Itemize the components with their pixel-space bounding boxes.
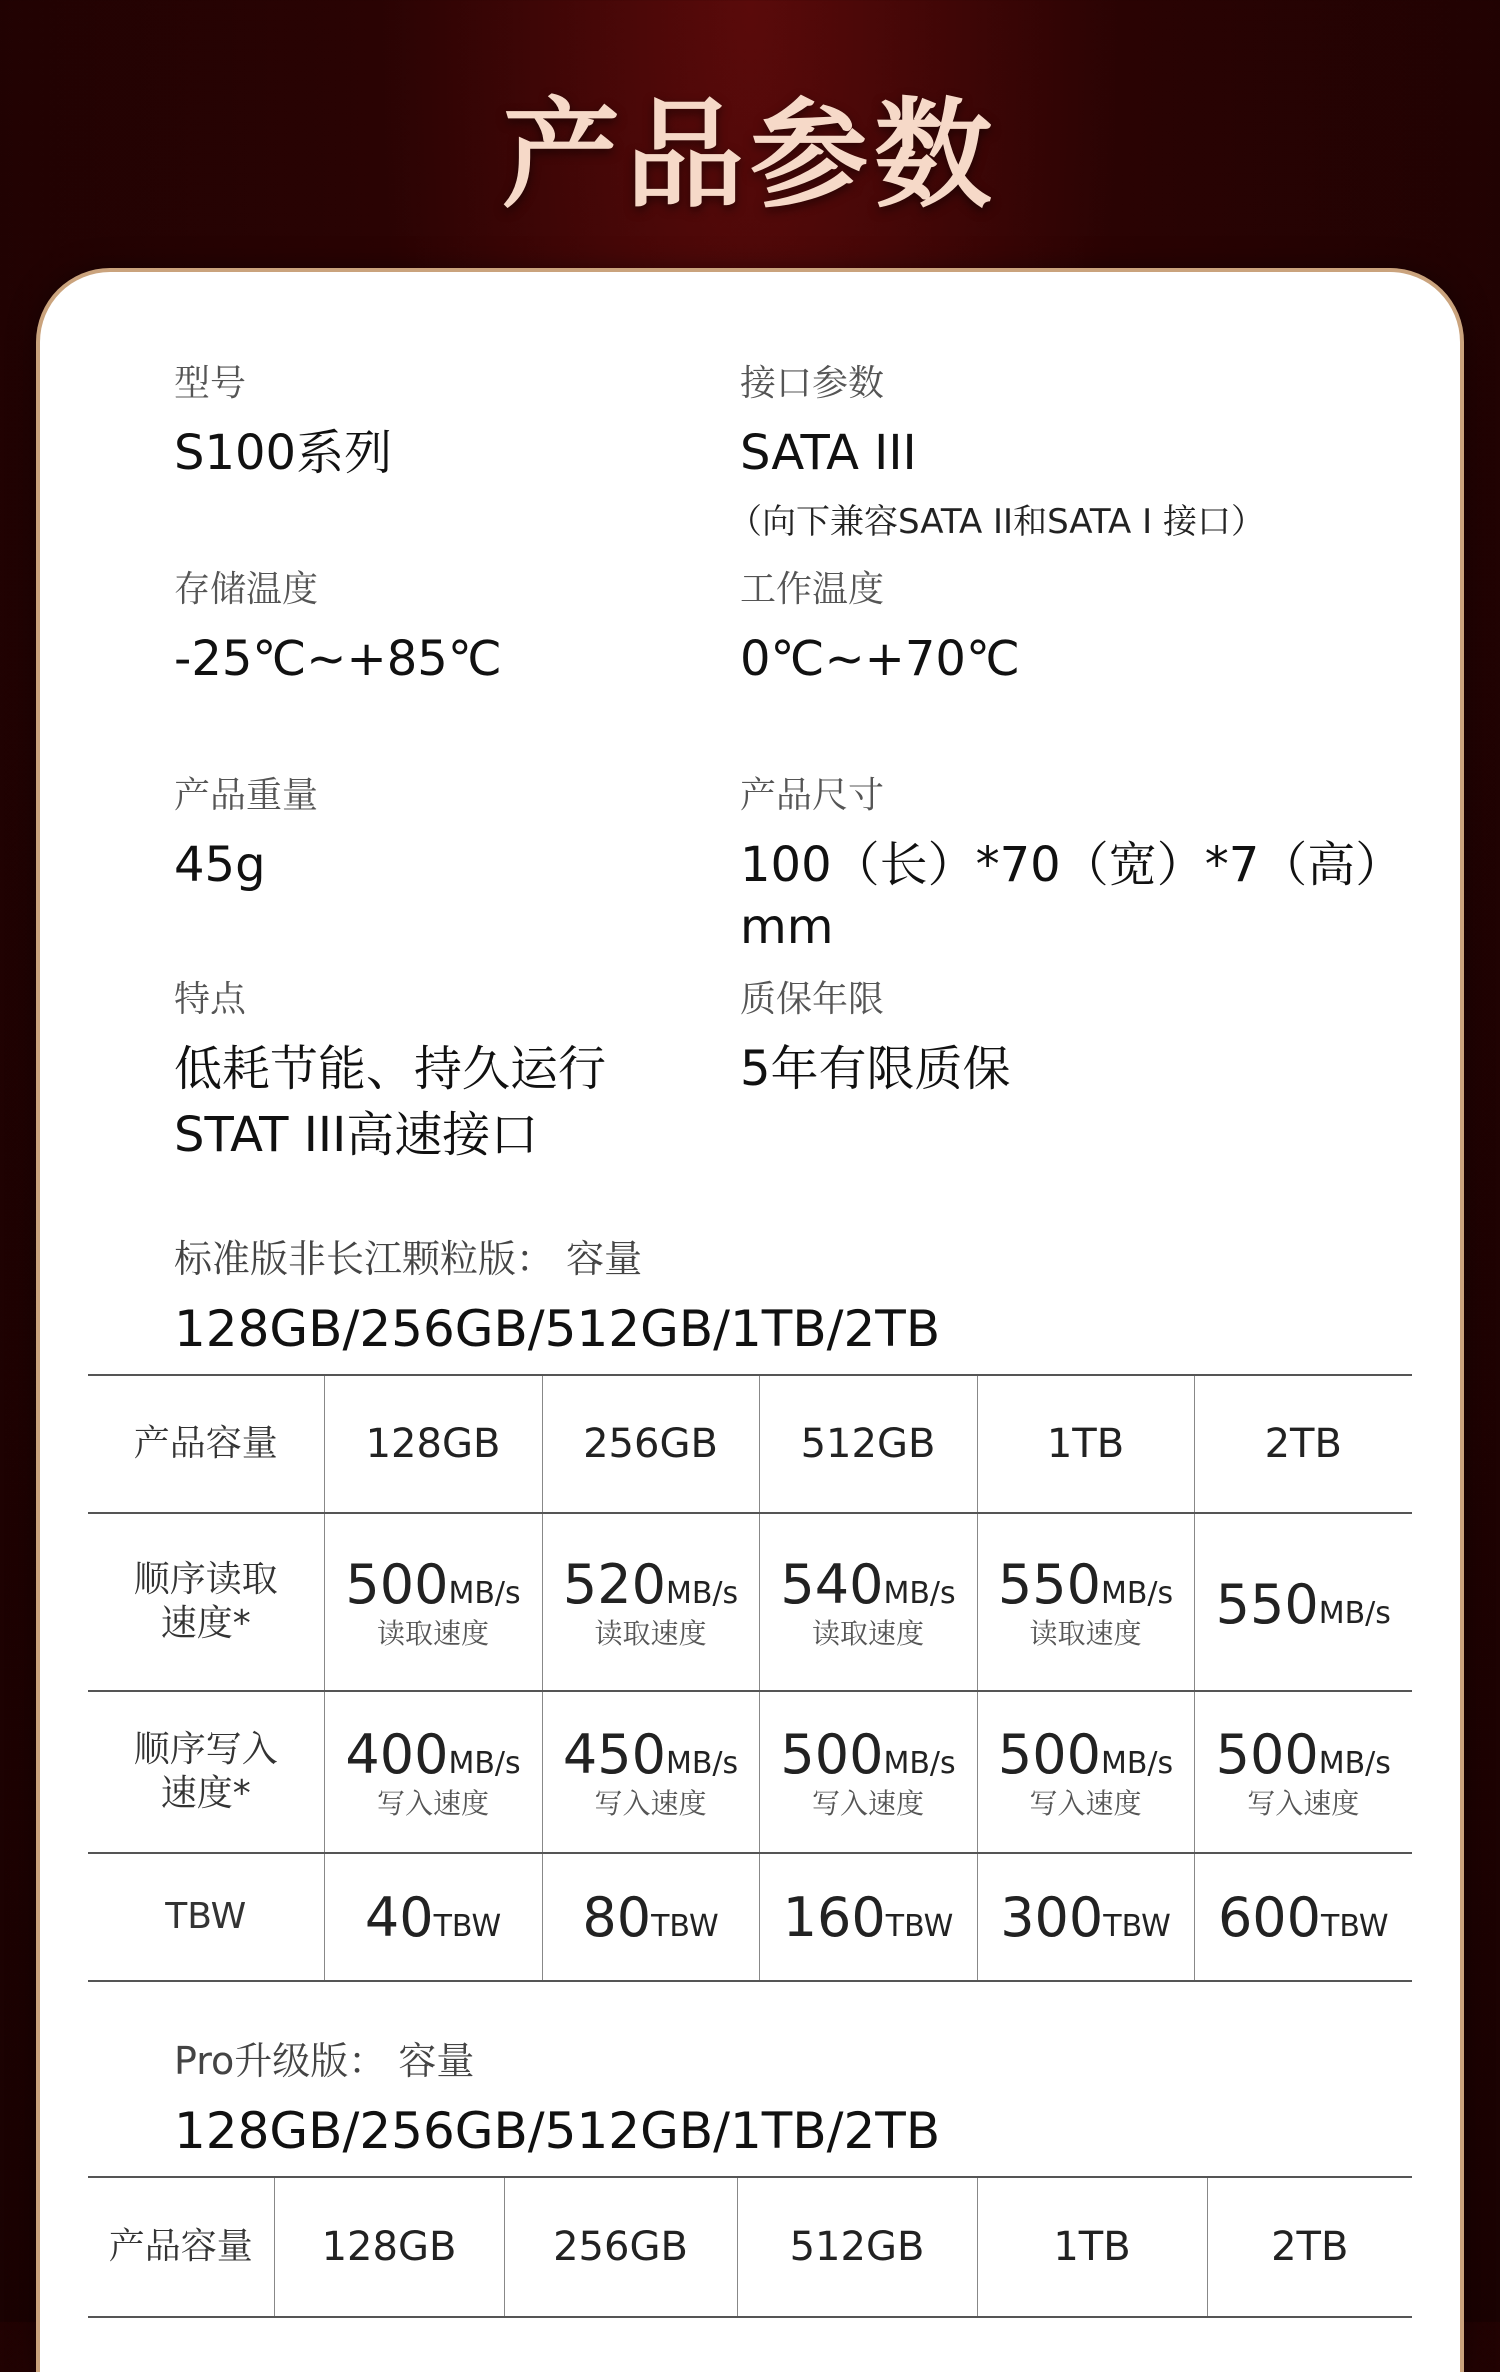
spec-value: 低耗节能、持久运行 (174, 1041, 607, 1097)
read-cell (759, 1513, 977, 1691)
read-unit: MB/s (665, 1575, 739, 1611)
write-sub: 写入速度 (376, 1786, 489, 1820)
tbw-cell (759, 1853, 977, 1981)
pro-section (174, 2038, 940, 2162)
standard-section (174, 1236, 940, 1360)
read-value: 550 (997, 1552, 1101, 1616)
spec-work-temp (740, 568, 1020, 690)
capacity-cell: 256GB (504, 2177, 737, 2317)
write-unit: MB/s (1318, 1745, 1391, 1781)
read-sub: 读取速度 (1029, 1616, 1142, 1650)
spec-weight (174, 774, 318, 896)
write-cell (977, 1691, 1194, 1853)
read-value: 550 (1215, 1572, 1319, 1636)
row-label: 顺序写入 速度* (88, 1691, 324, 1853)
spec-label: 工作温度 (740, 569, 885, 610)
spec-label: 型号 (174, 363, 247, 404)
tbw-unit: TBW (885, 1908, 954, 1944)
write-sub: 写入速度 (1029, 1786, 1142, 1820)
spec-label: 质保年限 (740, 979, 885, 1020)
read-unit: MB/s (1100, 1575, 1174, 1611)
write-value: 500 (1215, 1722, 1319, 1786)
table-row (88, 1691, 1412, 1853)
read-value: 540 (780, 1552, 884, 1616)
spec-size (740, 774, 1460, 958)
spec-value: STAT III高速接口 (174, 1107, 539, 1163)
write-value: 500 (997, 1722, 1101, 1786)
row-label: TBW (88, 1853, 324, 1981)
spec-features (174, 978, 606, 1166)
read-sub: 读取速度 (376, 1616, 489, 1650)
spec-value: SATA III (740, 425, 917, 481)
page-title: 产品参数 (501, 86, 998, 224)
tbw-unit: TBW (433, 1908, 502, 1944)
read-value: 500 (345, 1552, 449, 1616)
capacity-cell: 128GB (324, 1375, 542, 1513)
read-cell (324, 1513, 542, 1691)
tbw-value: 80 (582, 1885, 652, 1949)
tbw-value: 600 (1217, 1885, 1322, 1949)
spec-model (174, 362, 392, 484)
capacity-cell: 1TB (977, 1375, 1194, 1513)
write-value: 500 (780, 1722, 884, 1786)
tbw-cell (324, 1853, 542, 1981)
section-value: 128GB/256GB/512GB/1TB/2TB (174, 1300, 941, 1358)
write-cell (324, 1691, 542, 1853)
table-row (88, 1513, 1412, 1691)
spec-value: 45g (174, 837, 266, 893)
capacity-cell: 2TB (1194, 1375, 1412, 1513)
spec-label: 特点 (174, 979, 247, 1020)
capacity-cell: 128GB (274, 2177, 504, 2317)
read-cell (542, 1513, 759, 1691)
write-cell (759, 1691, 977, 1853)
spec-value: -25℃~+85℃ (174, 631, 502, 687)
tbw-cell (542, 1853, 759, 1981)
spec-value: 0℃~+70℃ (740, 631, 1020, 687)
capacity-cell: 256GB (542, 1375, 759, 1513)
spec-label: 接口参数 (740, 363, 885, 404)
table-row (88, 1375, 1412, 1513)
spec-interface (728, 362, 1265, 543)
tbw-unit: TBW (651, 1908, 719, 1944)
write-unit: MB/s (448, 1745, 521, 1781)
spec-warranty (740, 978, 1011, 1100)
write-cell (542, 1691, 759, 1853)
read-unit: MB/s (448, 1575, 521, 1611)
write-unit: MB/s (1100, 1745, 1174, 1781)
capacity-cell: 512GB (737, 2177, 977, 2317)
tbw-value: 160 (782, 1885, 886, 1949)
row-label: 产品容量 (88, 2177, 274, 2317)
standard-spec-table (88, 1374, 1412, 1982)
tbw-cell (1194, 1853, 1412, 1981)
read-unit: MB/s (883, 1575, 956, 1611)
tbw-unit: TBW (1321, 1908, 1389, 1944)
write-cell (1194, 1691, 1412, 1853)
spec-value: S100系列 (174, 425, 393, 481)
table-row (88, 1853, 1412, 1981)
read-value: 520 (562, 1552, 666, 1616)
read-unit: MB/s (1318, 1595, 1391, 1631)
section-label: 标准版非长江颗粒版： 容量 (174, 1237, 643, 1281)
write-sub: 写入速度 (811, 1786, 924, 1820)
spec-label: 产品重量 (174, 775, 319, 816)
read-cell (1194, 1513, 1412, 1691)
write-sub: 写入速度 (594, 1786, 707, 1820)
spec-label: 产品尺寸 (740, 775, 885, 816)
spec-note: （向下兼容SATA II和SATA I 接口） (728, 502, 1265, 542)
capacity-cell: 1TB (977, 2177, 1207, 2317)
spec-card (40, 272, 1460, 2372)
tbw-value: 300 (1000, 1885, 1104, 1949)
row-label: 顺序读取 速度* (88, 1513, 324, 1691)
read-sub: 读取速度 (811, 1616, 924, 1650)
capacity-cell: 512GB (759, 1375, 977, 1513)
tbw-value: 40 (364, 1885, 434, 1949)
pro-spec-table (88, 2176, 1412, 2318)
row-label: 产品容量 (88, 1375, 324, 1513)
section-value: 128GB/256GB/512GB/1TB/2TB (174, 2102, 941, 2160)
write-sub: 写入速度 (1247, 1786, 1360, 1820)
capacity-cell: 2TB (1207, 2177, 1412, 2317)
write-value: 450 (562, 1722, 666, 1786)
write-unit: MB/s (883, 1745, 956, 1781)
tbw-cell (977, 1853, 1194, 1981)
table-row (88, 2177, 1412, 2317)
read-sub: 读取速度 (594, 1616, 707, 1650)
read-cell (977, 1513, 1194, 1691)
spec-value: 100（长）*70（宽）*7（高）mm (740, 837, 1404, 955)
write-value: 400 (345, 1722, 449, 1786)
tbw-unit: TBW (1103, 1908, 1171, 1944)
spec-value: 5年有限质保 (740, 1041, 1011, 1097)
spec-storage-temp (174, 568, 502, 690)
write-unit: MB/s (665, 1745, 739, 1781)
spec-label: 存储温度 (174, 569, 319, 610)
section-label: Pro升级版： 容量 (174, 2039, 475, 2083)
